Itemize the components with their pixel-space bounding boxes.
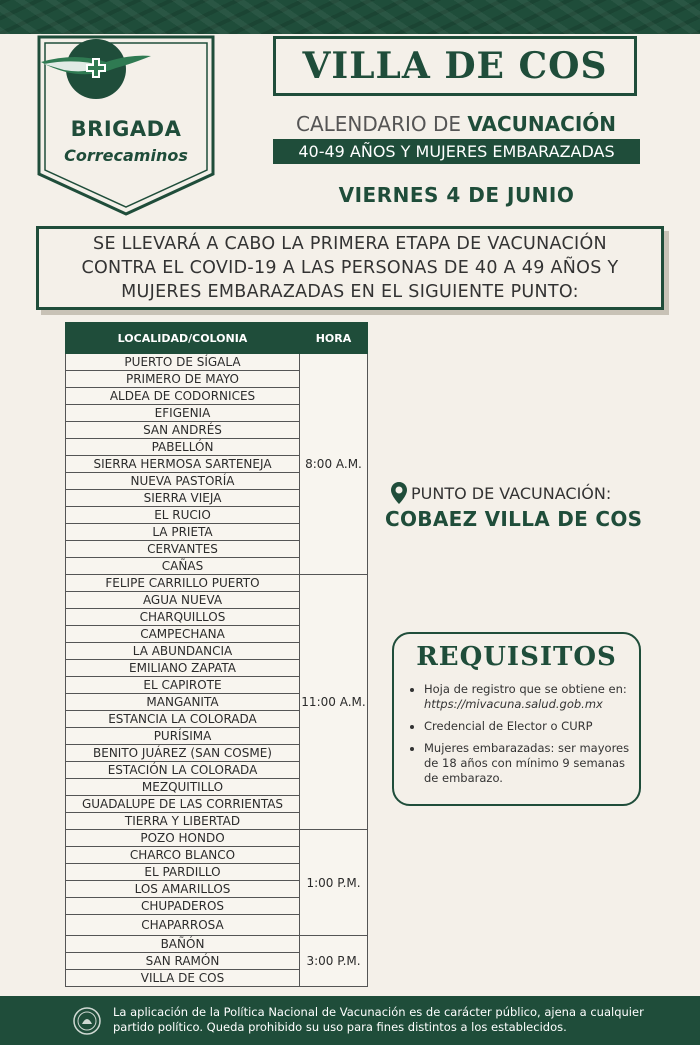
locality-cell: SIERRA VIEJA [66, 490, 300, 507]
locality-cell: ESTACIÓN LA COLORADA [66, 762, 300, 779]
locality-cell: GUADALUPE DE LAS CORRIENTAS [66, 796, 300, 813]
mexico-seal-icon [72, 1006, 102, 1036]
age-group-bar: 40-49 AÑOS Y MUJERES EMBARAZADAS [273, 139, 640, 164]
column-header-hour: HORA [300, 323, 368, 354]
locality-cell: CHARCO BLANCO [66, 847, 300, 864]
requirement-text: Hoja de registro que se obtiene en: [424, 682, 627, 696]
locality-cell: MANGANITA [66, 694, 300, 711]
locality-cell: MEZQUITILLO [66, 779, 300, 796]
vaccination-point-label-row [390, 481, 611, 505]
locality-cell: POZO HONDO [66, 830, 300, 847]
locality-cell: ALDEA DE CODORNICES [66, 388, 300, 405]
table-header-row [66, 323, 368, 354]
locality-cell: ESTANCIA LA COLORADA [66, 711, 300, 728]
requirements-title: REQUISITOS [416, 642, 617, 672]
locality-cell: CHAPARROSA [66, 915, 300, 936]
registration-link: https://mivacuna.salud.gob.mx [424, 697, 603, 711]
notice-line: CONTRA EL COVID-19 A LAS PERSONAS DE 40 A 49 AÑOS Y [81, 258, 619, 278]
table-row [66, 354, 368, 371]
column-header-locality: LOCALIDAD/COLONIA [66, 323, 300, 354]
locality-cell: BAÑÓN [66, 936, 300, 953]
locality-cell: NUEVA PASTORÍA [66, 473, 300, 490]
vaccination-point-label: PUNTO DE VACUNACIÓN: [411, 483, 612, 503]
requirement-item: • Mujeres embarazadas: ser mayores de 18 años con mínimo 9 semanas de embarazo. [424, 741, 639, 786]
requirements-box [392, 632, 641, 806]
hour-cell: 11:00 A.M. [300, 575, 368, 830]
locality-cell: CERVANTES [66, 541, 300, 558]
locality-cell: SIERRA HERMOSA SARTENEJA [66, 456, 300, 473]
locality-cell: PURÍSIMA [66, 728, 300, 745]
notice-line: SE LLEVARÁ A CABO LA PRIMERA ETAPA DE VACUNACIÓN [93, 234, 607, 254]
brigada-badge [36, 34, 216, 216]
badge-title: BRIGADA [70, 117, 182, 141]
requirement-item: • Credencial de Elector o CURP [424, 719, 639, 734]
locality-cell: TIERRA Y LIBERTAD [66, 813, 300, 830]
roadrunner-logo-icon [36, 34, 156, 104]
notice-line: MUJERES EMBARAZADAS EN EL SIGUIENTE PUNTO: [121, 282, 579, 302]
locality-cell: SAN ANDRÉS [66, 422, 300, 439]
locality-cell: EL RUCIO [66, 507, 300, 524]
locality-cell: EFIGENIA [66, 405, 300, 422]
locality-cell: CHUPADEROS [66, 898, 300, 915]
location-pin-icon [390, 481, 408, 505]
calendar-strong: VACUNACIÓN [467, 112, 616, 136]
locality-cell: LA ABUNDANCIA [66, 643, 300, 660]
locality-cell: EMILIANO ZAPATA [66, 660, 300, 677]
decorative-top-band [0, 0, 700, 34]
locality-cell: CAMPECHANA [66, 626, 300, 643]
vaccination-point-name: COBAEZ VILLA DE COS [385, 507, 643, 531]
town-title: VILLA DE COS [302, 45, 608, 87]
locality-cell: LOS AMARILLOS [66, 881, 300, 898]
calendar-heading [270, 112, 642, 136]
hour-cell: 8:00 A.M. [300, 354, 368, 575]
footer-bar [0, 996, 700, 1045]
locality-cell: PUERTO DE SÍGALA [66, 354, 300, 371]
schedule-body [66, 354, 368, 987]
town-title-box [273, 36, 637, 96]
requirements-list [412, 682, 639, 793]
locality-cell: PABELLÓN [66, 439, 300, 456]
table-row [66, 575, 368, 592]
locality-cell: LA PRIETA [66, 524, 300, 541]
schedule-table [65, 322, 368, 987]
locality-cell: PRIMERO DE MAYO [66, 371, 300, 388]
hour-cell: 1:00 P.M. [300, 830, 368, 936]
locality-cell: EL PARDILLO [66, 864, 300, 881]
locality-cell: AGUA NUEVA [66, 592, 300, 609]
footer-disclaimer: La aplicación de la Política Nacional de Vacunación es de carácter público, ajena a cualquier partido político. Queda prohibido su uso para fines distintos a los establecidos. [113, 1005, 644, 1034]
hour-cell: 3:00 P.M. [300, 936, 368, 987]
requirement-item [424, 682, 639, 712]
locality-cell: BENITO JUÁREZ (SAN COSME) [66, 745, 300, 762]
locality-cell: CAÑAS [66, 558, 300, 575]
table-row [66, 936, 368, 953]
locality-cell: EL CAPIROTE [66, 677, 300, 694]
locality-cell: FELIPE CARRILLO PUERTO [66, 575, 300, 592]
locality-cell: VILLA DE COS [66, 970, 300, 987]
badge-subtitle: Correcaminos [64, 146, 188, 165]
locality-cell: SAN RAMÓN [66, 953, 300, 970]
event-date: VIERNES 4 DE JUNIO [338, 183, 575, 207]
table-row [66, 830, 368, 847]
calendar-prefix: CALENDARIO DE [296, 112, 468, 136]
locality-cell: CHARQUILLOS [66, 609, 300, 626]
notice-box [36, 226, 664, 310]
